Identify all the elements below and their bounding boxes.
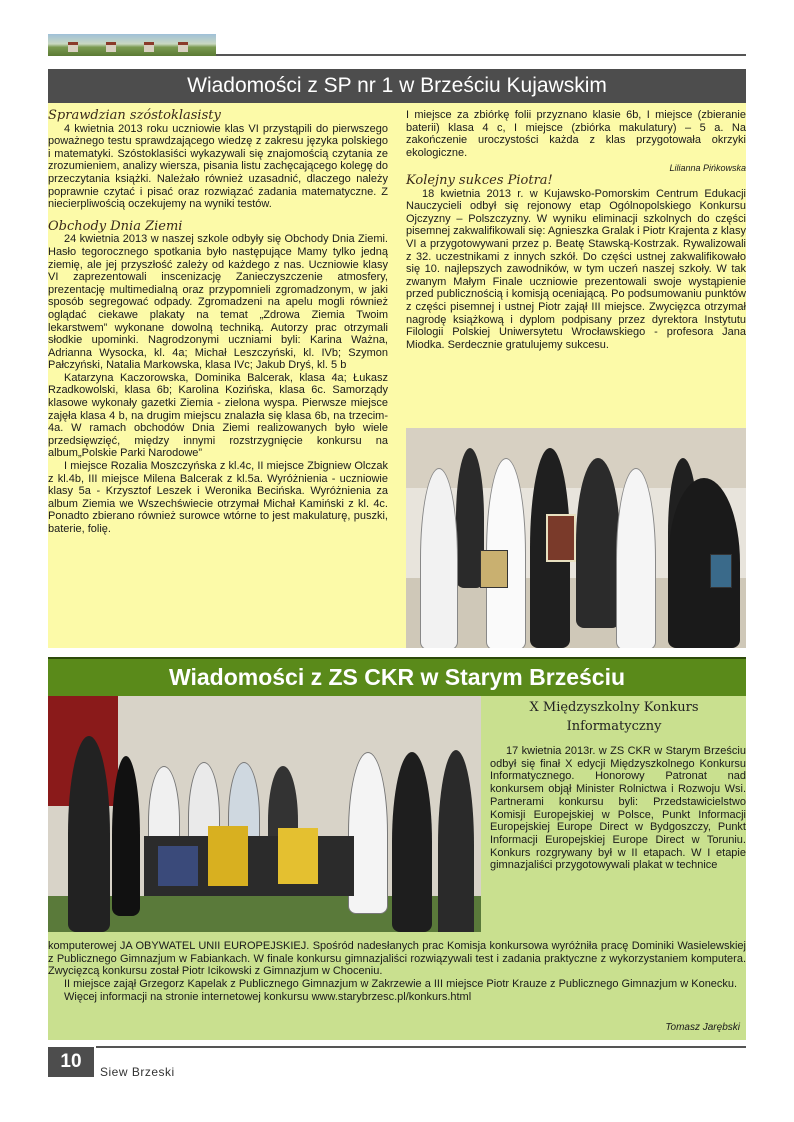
ckr-paragraph-1b: komputerowej JA OBYWATEL UNII EUROPEJSKIEJ. Spośród nadesłanych prac Komisja konkursowa wyróżniła pracę Dominiki Wasielewskiej z Publicznego Gimnazjum w Fabiankach. W finale konkursu gimnazjaliści rozwiązywali test i zadania praktyczne z wykorzystaniem komputera. Zwycięzcą konkursu został Piotr Icikowski z Gimnazjum w Choceniu. (48, 940, 746, 978)
paragraph-ziemia-3: I miejsce Rozalia Moszczyńska z kl.4c, II miejsce Zbigniew Olczak z kl.4b, III miejsce Milena Balcerak z kl.5a. Wyróżnienia - uczniowie klasy 5a - Krzysztof Leszek i Weronika Becińska. Wyróżnienia za album Ziemia we Wszechświecie otrzymał Michał Kamiński z kl. 4c. Ponadto zbierano również surowce wtórne to jest makulaturę, puszki, baterie, folię. (48, 460, 388, 535)
signature-jarebski: Tomasz Jarębski (665, 1022, 740, 1033)
banner-house-icon (144, 42, 154, 52)
sp1-right-column (406, 109, 746, 351)
ckr-paragraph-3: Więcej informacji na stronie internetowej konkursu www.starybrzesc.pl/konkurs.html (64, 990, 472, 1003)
paragraph-sprawdzian: 4 kwietnia 2013 roku uczniowie klas VI przystąpili do pierwszego poważnego testu sprawdzającego wiedzę z zakresu języka polskiego i matematyki. Szóstoklasiści wykazywali się znajomością czytania ze zrozumieniem, analizy wiersza, pisania listu zachęcającego kolegę do przeczytania książki. Należało również uzasadnić, dlaczego należy poprawnie czytać i pisać oraz rozwiązać zadania matematyczne. Z niecierpliwością oczekujemy na wyniki testów. (48, 122, 388, 211)
banner-house-icon (106, 42, 116, 52)
section2-title: Wiadomości z ZS CKR w Starym Brześciu (48, 657, 746, 698)
magazine-name: Siew Brzeski (100, 1065, 175, 1079)
section1-title: Wiadomości z SP nr 1 w Brześciu Kujawskim (48, 69, 746, 103)
paragraph-ziemia-2: Katarzyna Kaczorowska, Dominika Balcerak, klasa 4a; Łukasz Rzadkowolski, klasa 6b; Karolina Kozińska, klasa 6c. Samorządy klasowe wykonały gazetki Ziemia - zielona wyspa. Pierwsze miejsce zajęła klasa 4 b, na drugim miejscu znalazła się klasa 6b, na trzecim- 4a. W ramach obchodów Dnia Ziemi realizowanych było wiele przedsięwzięć, między innymi rozstrzygnięcie konkursu na album„Polskie Parki Narodowe” (48, 371, 388, 460)
signature-pinkowska: Lilianna Pińkowska (669, 163, 746, 174)
paragraph-sukces: 18 kwietnia 2013 r. w Kujawsko-Pomorskim Centrum Edukacji Nauczycieli odbył się rejonowy etap Ogólnopolskiego Konkursu Ojczyzny – Polszczyzny. W wyniku eliminacji szkolnych do części pisemnej zakwalifikowali się: Agnieszka Gralak i Piotr Krajenta z klasy VI a przygotowywani przez p. Beatę Stawską-Kostrzak. Rywalizowali z 32. uczestnikami z innych szkół. Do części ustnej zakwalifikowało się 10. najlepszych zawodników, w tym uczeń naszej szkoły. W tak zwanym Małym Finale uczniowie prezentowali swoje wystąpienie przed publicznością i komisją oceniającą. Po podsumowaniu punktów z części pisemnej i ustnej Piotr zajął III miejsce. Zwycięzca otrzymał nagrodę książkową i dyplom podpisany przez dyrektora Instytutu Filologii Polskiej Uniwersytetu Wrocławskiego - profesora Jana Miodka. Serdecznie gratulujemy sukcesu. (406, 187, 746, 351)
contest-winners-photo (48, 696, 481, 932)
students-group-photo (406, 428, 746, 648)
sp1-left-column (48, 110, 388, 536)
bottom-divider (96, 1046, 746, 1048)
banner-landscape-image (48, 34, 216, 56)
heading-sukces: Kolejny sukces Piotra! (406, 172, 553, 188)
page-number: 10 (48, 1047, 94, 1077)
ckr-article-title: X Międzyszkolny Konkurs Informatyczny (529, 700, 699, 734)
ckr-lower-text (48, 940, 746, 1004)
heading-sprawdzian: Sprawdzian szóstoklasisty (48, 108, 221, 123)
top-divider (216, 54, 746, 56)
banner-house-icon (68, 42, 78, 52)
paragraph-ziemia-1: 24 kwietnia 2013 w naszej szkole odbyły się Obchody Dnia Ziemi. Hasło tegorocznego spotkania było następujące Mamy tylko jedną ziemię, ale jej przyszłość zależy od każdego z nas. Uczniowie klasy VI zaprezentowali inscenizację Zanieczyszczenie atmosfery, prezentację multimedialną oraz przypomnieli zgromadzonym, w jaki sposób segregować odpady. Zgromadzeni na apelu mogli również oglądać ciekawe plakaty na temat „Zdrowa Ziemia Twoim lekarstwem” wykonane dowolną techniką. Autorzy prac otrzymali słodkie upominki. Nagrodzonymi uczniami byli: Karina Ważna, Adrianna Wysocka, kl. 4a; Michał Leszczyński, kl. IVb; Szymon Pałczyński, Natalia Markowska, klasa IVc; Jakub Dryś, kl. 5 b (48, 233, 388, 372)
paragraph-zbiorka: I miejsce za zbiórkę folii przyznano klasie 6b, I miejsce (zbieranie baterii) klasa 4 c, I miejsce (zbiórka makulatury) – 5 a. Na zakończenie uroczystości każda z klas przygotowała okrzyki ekologiczne. (406, 109, 746, 159)
ckr-paragraph-1-text: 17 kwietnia 2013r. w ZS CKR w Starym Brześciu odbył się finał X edycji Międzyszkolnego Konkursu Informatycznego. Honorowy Patronat nad konkursem objął Minister Rolnictwa i Rozwoju Wsi. Partnerami konkursu byli: Przedstawicielstwo Komisji Europejskiej w Polsce, Punkt Informacji Europejskiej Europe Direct w Bydgoszczy, Punkt Informacji Europejskiej Europe Direct w Toruniu. Konkurs rozgrywany był w II etapach. W I etapie gimnazjaliści przygotowywali plakat w technice (490, 745, 746, 872)
heading-dzien-ziemi: Obchody Dnia Ziemi (48, 218, 183, 234)
ckr-paragraph-2: II miejsce zajął Grzegorz Kapelak z Publicznego Gimnazjum w Zakrzewie a III miejsce Piotr Krauze z Publicznego Gimnazjum w Konecku. (64, 978, 738, 991)
ckr-paragraph-1 (490, 745, 746, 872)
banner-house-icon (178, 42, 188, 52)
